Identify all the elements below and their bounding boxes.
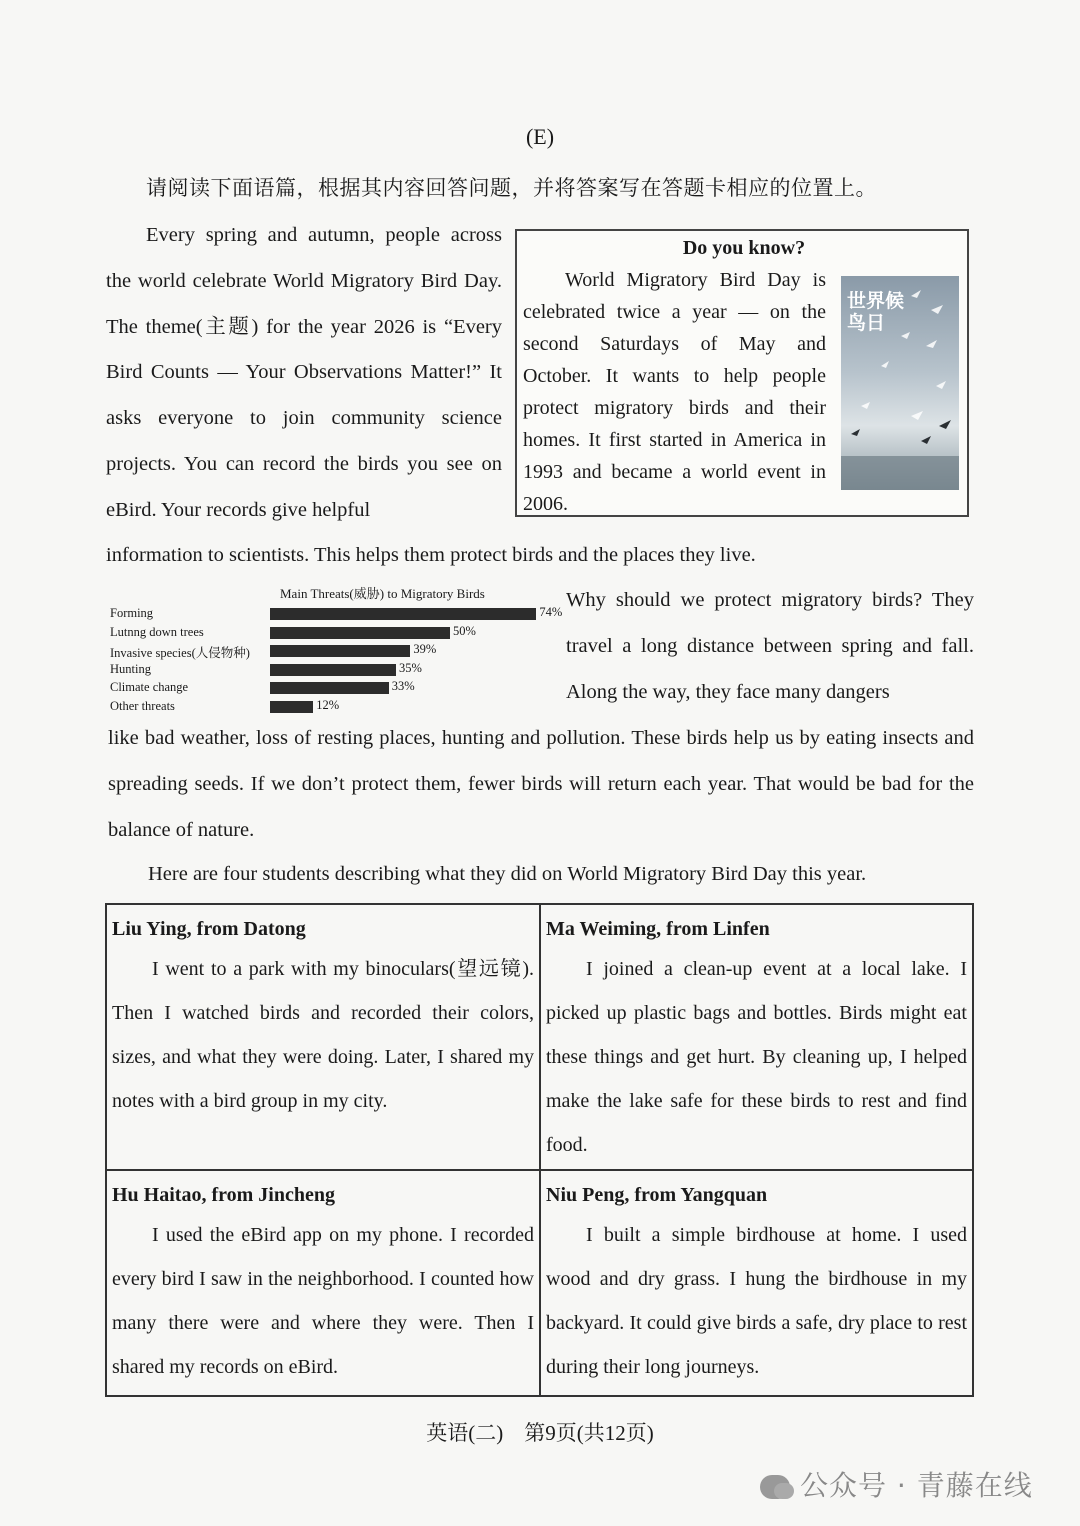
threats-bar-chart [104,580,564,720]
chart-category-label: Lutnng down trees [110,624,204,639]
student-name: Hu Haitao, from Jincheng [112,1184,335,1206]
student-name: Ma Weiming, from Linfen [546,918,770,940]
student-name: Liu Ying, from Datong [112,918,306,940]
chart-value-label: 33% [391,679,415,694]
student-name: Niu Peng, from Yangquan [546,1184,768,1206]
infobox-title: Do you know? [682,237,806,259]
student-text: I went to a park with my binoculars(望远镜). Then I watched birds and recorded their colors, sizes, and what they were doing. Later, I shared my notes with a bird group in my city. [112,958,534,1112]
passage-paragraph-3: like bad weather, loss of resting places, hunting and pollution. These birds help us by eating insects and spreading seeds. If we don’t protect them, fewer birds will return each year. That would be bad for the balance of nature. [108,727,974,841]
chart-category-label: Hunting [110,661,151,676]
passage-paragraph-4: Here are four students describing what they did on World Migratory Bird Day this year. [148,863,867,885]
bird-day-poster-image [841,276,959,490]
watermark [760,1464,1033,1504]
chart-bar [270,627,450,639]
chart-bar [270,701,313,713]
wechat-icon [760,1475,790,1499]
chart-value-label: 50% [453,623,476,638]
chart-category-label: Climate change [110,680,189,695]
flying-birds-illustration [841,276,959,490]
poster-title: 世界候鸟日 [847,290,905,334]
chart-category-label: Forming [110,606,154,620]
passage-paragraph-2: Why should we protect migratory birds? They travel a long distance between spring and fall. Along the way, they face many dangers [566,589,974,703]
infobox-text: World Migratory Bird Day is celebrated twice a year — on the second Saturdays of May and October. It wants to help people protect migratory birds and their homes. It first started in America in 1993 and became a world event in 2006. [523,269,826,515]
chart-value-label: 74% [539,605,563,619]
student-cell-hu-haitao [107,1171,539,1395]
passage-paragraph-1-end: information to scientists. This helps them protect birds and the places they live. [106,544,756,566]
chart-value-label: 35% [399,660,422,675]
chart-bar [270,682,389,694]
did-you-know-box [515,229,969,517]
chart-category-label: Invasive species(人侵物种) [110,646,250,661]
student-text: I built a simple birdhouse at home. I used wood and dry grass. I hung the birdhouse in my backyard. It could give birds a safe, dry place to rest during their long journeys. [546,1224,967,1378]
student-cell-ma-weiming [541,905,972,1169]
student-text: I used the eBird app on my phone. I recorded every bird I saw in the neighborhood. I counted how many there were and where they were. Then I shared my records on eBird. [112,1224,534,1378]
student-text: I joined a clean-up event at a local lake. I picked up plastic bags and bottles. Birds might eat these things and get hurt. By cleaning up, I helped make the lake safe for these birds to rest and find food. [546,958,967,1156]
chart-value-label: 39% [413,642,437,657]
chart-bar [270,608,536,620]
students-table [105,903,974,1397]
chart-bar [270,664,396,676]
watermark-text: 公众号 · 青藤在线 [800,1469,1033,1502]
page-footer: 英语(二) 第9页(共12页) [426,1421,654,1445]
student-cell-liu-ying [107,905,539,1169]
chart-category-label: Other threats [110,699,175,713]
section-label: (E) [525,124,555,149]
student-cell-niu-peng [541,1171,972,1395]
chart-title: Main Threats(威胁) to Migratory Birds [280,586,485,601]
chart-bar [270,645,410,657]
instruction-text: 请阅读下面语篇，根据其内容回答问题，并将答案写在答题卡相应的位置上。 [146,176,877,200]
passage-paragraph-1: Every spring and autumn, people across the world celebrate World Migratory Bird Day. The theme(主题) for the year 2026 is “Every Bird Counts — Your Observations Matter!” It asks everyone to join community science projects. You can record the birds you see on eBird. Your records give helpful [106,224,502,521]
chart-value-label: 12% [316,698,340,712]
